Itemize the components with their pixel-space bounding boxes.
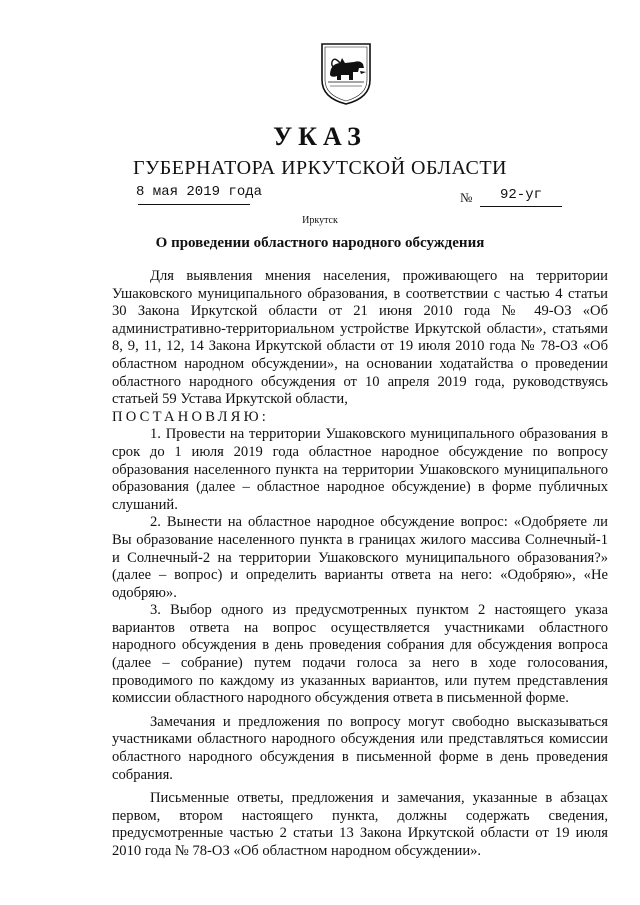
item-2-paragraph: 2. Вынести на областное народное обсуждение вопрос: «Одобряете ли Вы образование населенного пункта в границах жилого массива Солнечный-1 и Солнечный-2 на территории Ушаковского муниципального образования?» (далее – вопрос) и определить варианты ответа на него: «Одобряю», «Не одобряю». [112,514,608,601]
issuer-subtitle: ГУБЕРНАТОРА ИРКУТСКОЙ ОБЛАСТИ [133,157,507,179]
date-underline [138,204,250,205]
city-label: Иркутск [302,215,338,226]
intro-paragraph: Для выявления мнения населения, проживающего на территории Ушаковского муниципального образования, в соответствии с частью 4 статьи 30 Закона Иркутской области от 21 июня 2010 года № 49-ОЗ «Об административно-территориальном устройстве Иркутской области», статьями 8, 9, 11, 12, 14 Закона Иркутской области от 19 июля 2010 года № 78-ОЗ «Об областном народном обсуждении», на основании ходатайства о проведении областного народного обсуждения от 10 апреля 2019 года, руководствуясь статьей 59 Устава Иркутской области, [112,268,608,408]
document-type-title: УКАЗ [273,122,367,151]
written-answers-paragraph: Письменные ответы, предложения и замечания, указанные в абзацах первом, втором настоящего пункта, должны содержать сведения, предусмотренные частью 2 статьи 13 Закона Иркутской области от 19 июля 2010 года № 78-ОЗ «Об областном народном обсуждении». [112,790,608,859]
document-body [112,268,608,861]
number-underline [480,206,562,207]
document-date: 8 мая 2019 года [136,184,263,200]
remarks-paragraph: Замечания и предложения по вопросу могут свободно высказываться участниками областного народного обсуждения или представляться комиссии областного народного обсуждения в письменной форме в день проведения собрания. [112,713,608,783]
decree-word: ПОСТАНОВЛЯЮ: [112,408,270,425]
irkutsk-coat-of-arms-icon [320,42,372,106]
item-1-paragraph: 1. Провести на территории Ушаковского муниципального образования в срок до 1 июля 2019 года областное народное обсуждение по вопросу образования населенного пункта на территории Ушаковского муниципального образования (далее – областное народное обсуждение) в форме публичных слушаний. [112,426,608,513]
number-sign: № [460,190,473,205]
document-number: 92-уг [500,187,543,203]
item-3-paragraph: 3. Выбор одного из предусмотренных пунктом 2 настоящего указа вариантов ответа на вопрос осуществляется участниками областного народного обсуждения в день проведения собрания для обсуждения вопроса (далее – собрание) путем подачи голоса за него в ходе голосования, проводимого по каждому из указанных вариантов, или путем представления комиссии областного народного обсуждения ответа в письменной форме. [112,602,608,707]
document-heading: О проведении областного народного обсуждения [155,235,485,251]
